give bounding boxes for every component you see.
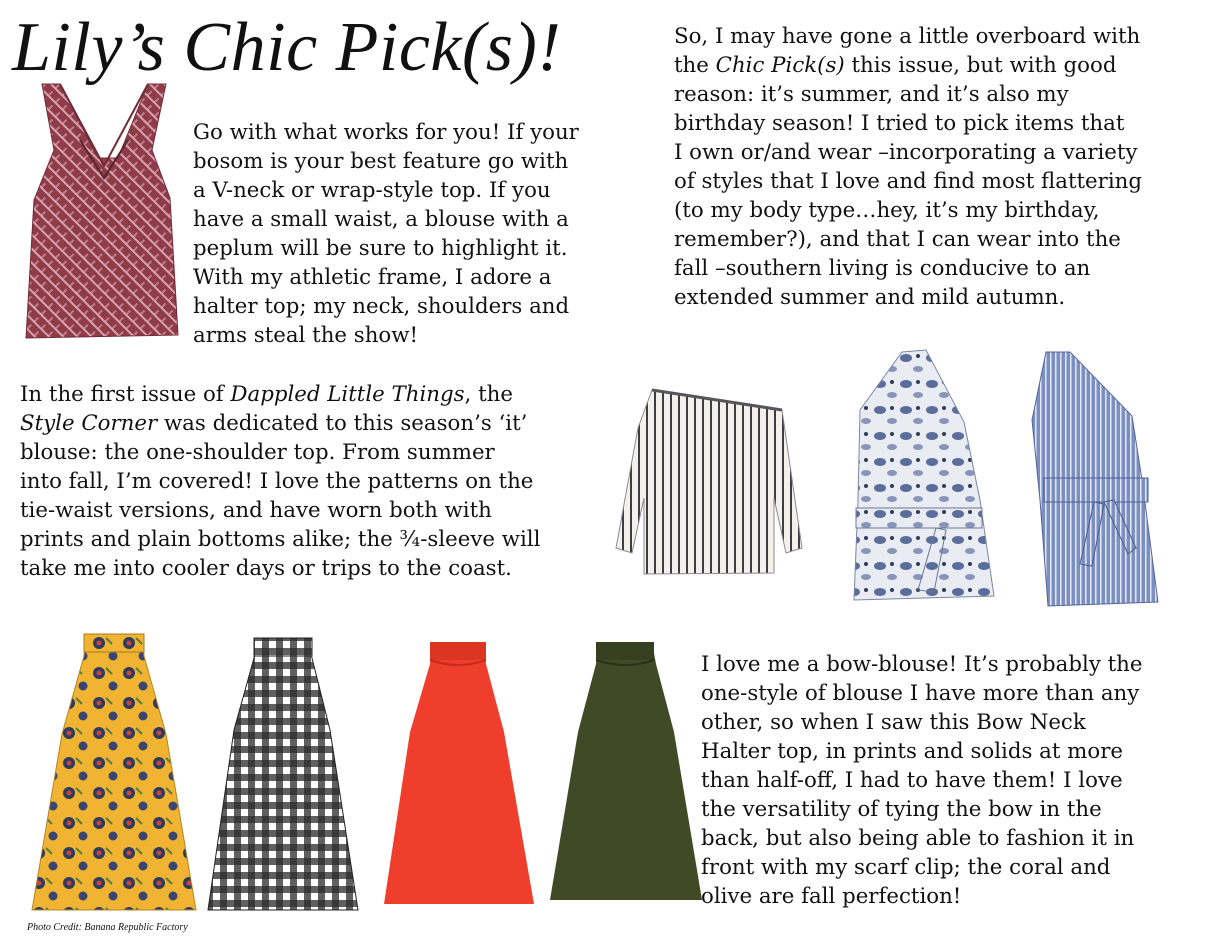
- text-line: [674, 254, 1142, 283]
- text-run: remember?), and that I can wear into the: [674, 227, 1121, 252]
- text-run: prints and plain bottoms alike; the ¾-sleeve will: [20, 527, 541, 552]
- wrap-halter-top-image: [20, 80, 185, 342]
- text-line: [20, 554, 540, 583]
- text-run: peplum will be sure to highlight it.: [193, 236, 568, 261]
- text-run: of styles that I love and find most flattering: [674, 169, 1143, 194]
- text-run: reason: it’s summer, and it’s also my: [674, 82, 1069, 107]
- text-line: [193, 176, 579, 205]
- text-run: the versatility of tying the bow in the: [701, 797, 1102, 822]
- text-run: take me into cooler days or trips to the coast.: [20, 556, 512, 581]
- text-run: bosom is your best feature go with: [193, 149, 569, 174]
- text-run: tie-waist versions, and have worn both with: [20, 498, 492, 523]
- text-line: [701, 853, 1143, 882]
- text-line: [701, 679, 1143, 708]
- emphasis-text: Chic Pick(s): [715, 53, 845, 78]
- emphasis-text: Dappled Little Things: [230, 382, 465, 407]
- text-line: [193, 118, 579, 147]
- coral-halter-image: [380, 640, 538, 906]
- text-run: Go with what works for you! If your: [193, 120, 579, 145]
- text-line: [674, 196, 1142, 225]
- text-line: [674, 283, 1142, 312]
- page-title: Lily’s Chic Pick(s)!: [12, 9, 562, 86]
- text-line: [193, 263, 579, 292]
- text-line: [701, 795, 1143, 824]
- text-run: was dedicated to this season’s ‘it’: [157, 411, 528, 436]
- text-run: arms steal the show!: [193, 323, 419, 348]
- text-line: [701, 650, 1143, 679]
- text-run: (to my body type…hey, it’s my birthday,: [674, 198, 1100, 223]
- emphasis-text: Style Corner: [20, 411, 158, 436]
- text-run: With my athletic frame, I adore a: [193, 265, 552, 290]
- yellow-floral-halter-image: [30, 634, 198, 912]
- text-run: halter top; my neck, shoulders and: [193, 294, 570, 319]
- text-run: fall –southern living is conducive to an: [674, 256, 1091, 281]
- intro-paragraph: [674, 22, 1142, 312]
- text-line: [701, 824, 1143, 853]
- text-run: extended summer and mild autumn.: [674, 285, 1066, 310]
- text-run: I love me a bow-blouse! It’s probably the: [701, 652, 1143, 677]
- text-run: Halter top, in prints and solids at more: [701, 739, 1123, 764]
- text-run: birthday season! I tried to pick items that: [674, 111, 1125, 136]
- text-run: , the: [464, 382, 513, 407]
- text-line: [193, 147, 579, 176]
- one-shoulder-paragraph: [20, 380, 540, 583]
- text-run: back, but also being able to fashion it in: [701, 826, 1135, 851]
- text-line: [674, 22, 1142, 51]
- text-run: a V-neck or wrap-style top. If you: [193, 178, 551, 203]
- text-line: [193, 205, 579, 234]
- text-line: [674, 138, 1142, 167]
- text-run: this issue, but with good: [844, 53, 1117, 78]
- text-line: [20, 409, 540, 438]
- text-line: [193, 292, 579, 321]
- paisley-one-shoulder-top-image: [846, 350, 996, 606]
- advice-paragraph: [193, 118, 579, 350]
- text-run: olive are fall perfection!: [701, 884, 962, 909]
- text-line: [674, 109, 1142, 138]
- text-line: [193, 321, 579, 350]
- bow-blouse-paragraph: [701, 650, 1143, 911]
- text-line: [701, 708, 1143, 737]
- striped-one-shoulder-top-image: [614, 388, 804, 578]
- text-run: into fall, I’m covered! I love the patterns on the: [20, 469, 534, 494]
- text-run: So, I may have gone a little overboard with: [674, 24, 1141, 49]
- text-run: front with my scarf clip; the coral and: [701, 855, 1111, 880]
- text-line: [193, 234, 579, 263]
- text-run: have a small waist, a blouse with a: [193, 207, 569, 232]
- text-line: [701, 882, 1143, 911]
- text-run: blouse: the one-shoulder top. From summer: [20, 440, 495, 465]
- text-line: [20, 467, 540, 496]
- text-run: I own or/and wear –incorporating a variety: [674, 140, 1138, 165]
- text-line: [20, 525, 540, 554]
- text-line: [674, 225, 1142, 254]
- pinstripe-one-shoulder-top-image: [1030, 350, 1160, 608]
- photo-credit: Photo Credit: Banana Republic Factory: [27, 922, 188, 933]
- text-line: [20, 438, 540, 467]
- text-line: [701, 766, 1143, 795]
- text-line: [20, 496, 540, 525]
- text-run: In the first issue of: [20, 382, 231, 407]
- text-run: than half-off, I had to have them! I love: [701, 768, 1123, 793]
- text-run: other, so when I saw this Bow Neck: [701, 710, 1086, 735]
- text-run: one-style of blouse I have more than any: [701, 681, 1140, 706]
- text-line: [674, 51, 1142, 80]
- text-line: [674, 80, 1142, 109]
- text-line: [20, 380, 540, 409]
- olive-halter-image: [548, 640, 706, 902]
- text-line: [674, 167, 1142, 196]
- text-run: the: [674, 53, 716, 78]
- gingham-halter-image: [206, 634, 364, 912]
- text-line: [701, 737, 1143, 766]
